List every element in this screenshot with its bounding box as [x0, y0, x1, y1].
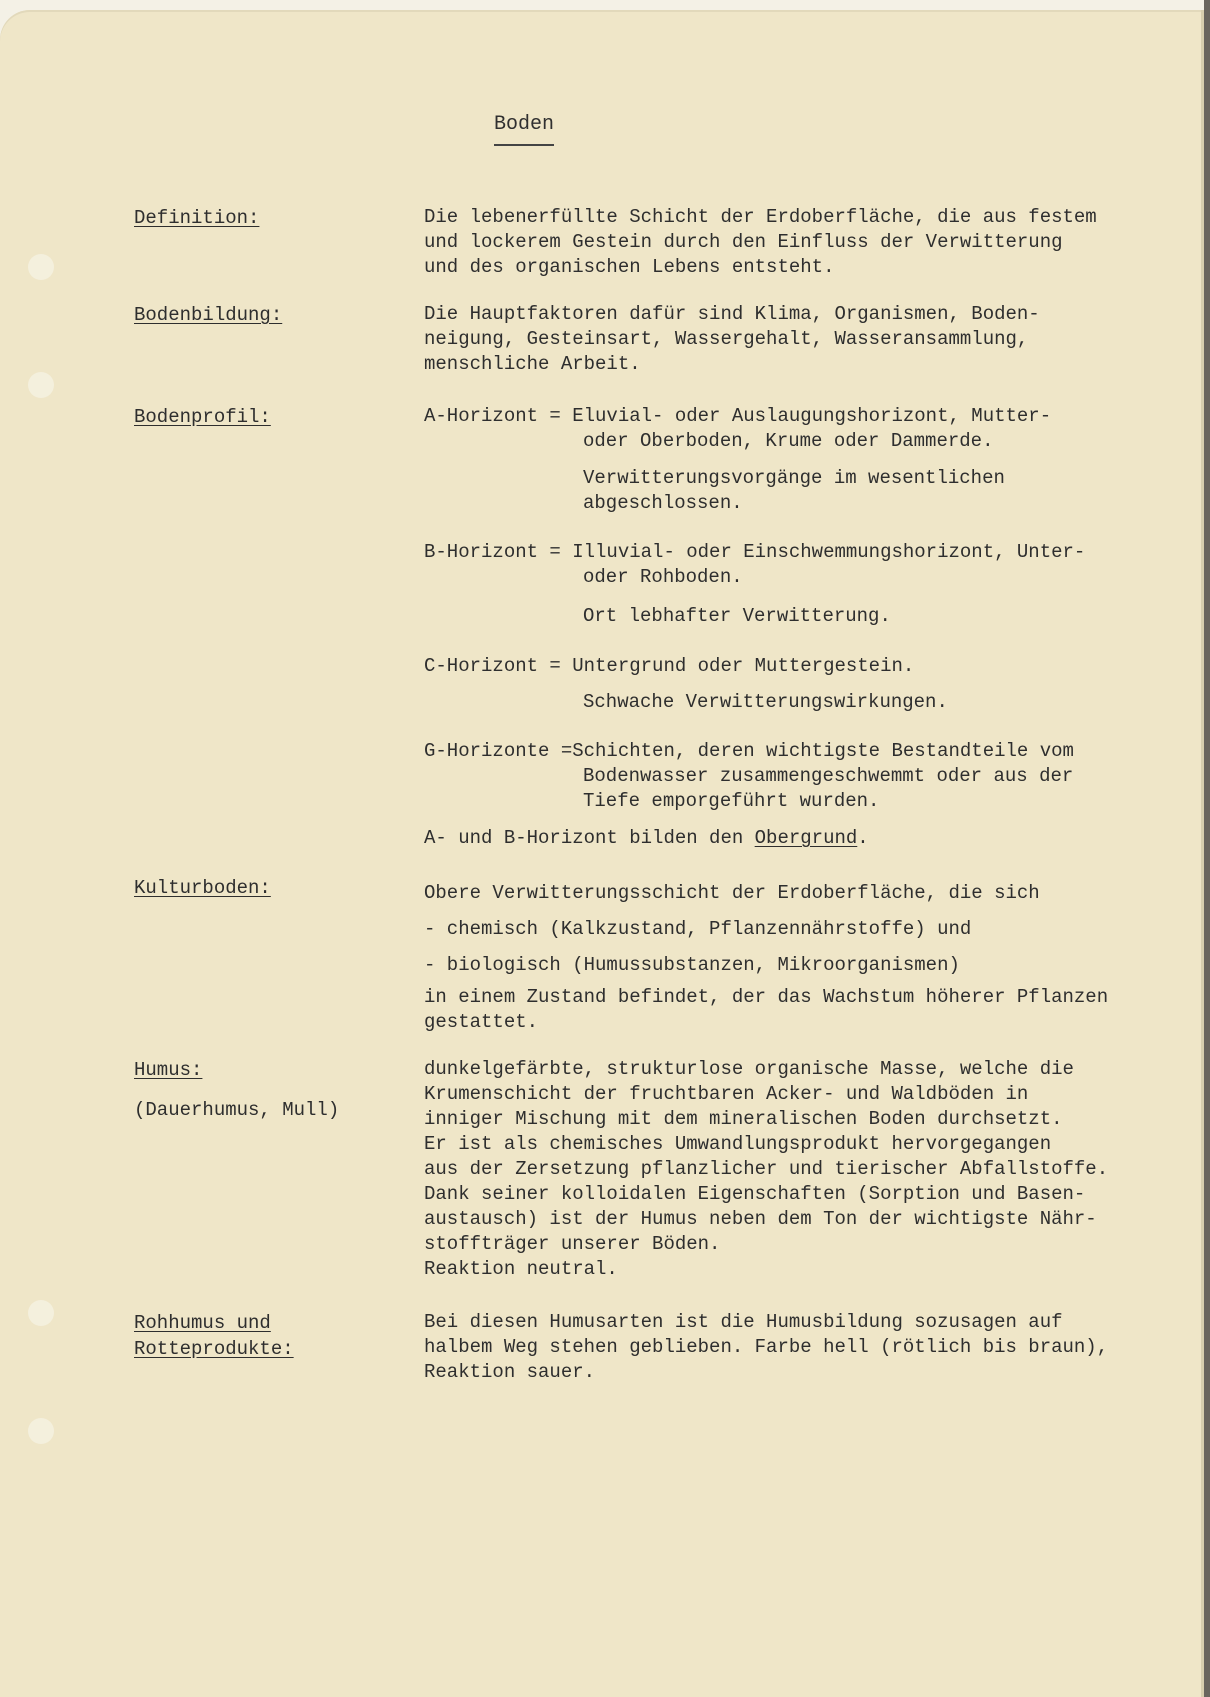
label-definition: Definition:: [134, 207, 260, 229]
punch-hole: [28, 254, 54, 280]
punch-hole: [28, 372, 54, 398]
page-title: Boden: [494, 113, 554, 146]
text-kulturboden-cont: in einem Zustand befindet, der das Wachstum höherer Pflanzen gestattet.: [424, 986, 1109, 1033]
text-c-horizont: C-Horizont = Untergrund oder Muttergestein.: [424, 655, 915, 677]
label-humus: Humus:: [134, 1059, 203, 1081]
text-c-horizont-note: Schwache Verwitterungswirkungen.: [583, 691, 948, 713]
label-kulturboden: Kulturboden:: [134, 877, 271, 899]
text-a-horizont-note: Verwitterungsvorgänge im wesentlichen abgeschlossen.: [583, 467, 1005, 514]
text-humus: dunkelgefärbte, strukturlose organische Masse, welche die Krumenschicht der fruchtbaren Acker- und Waldböden in inniger Mischung mit dem mineralischen Boden durchsetzt. Er ist als chemisches Umwandlungsprodukt hervorgegangen aus der Zersetzung pflanzlicher und tierischer Abfallstoffe. Dank seiner kolloidalen Eigenschaften (Sorption und Basen- austausch) ist der Humus neben dem Ton der wichtigste Nähr- stoffträger unserer Böden. Reaktion neutral.: [424, 1058, 1109, 1280]
text-obergrund-summary: A- und B-Horizont bilden den Obergrund.: [424, 827, 869, 849]
text-kulturboden: Obere Verwitterungsschicht der Erdoberfläche, die sich - chemisch (Kalkzustand, Pflanzennährstoffe) und - biologisch (Humussubstanzen, Mikroorganismen): [424, 882, 1040, 976]
text-definition: Die lebenerfüllte Schicht der Erdoberfläche, die aus festem und lockerem Gestein durch den Einfluss der Verwitterung und des organischen Lebens entsteht.: [424, 206, 1097, 278]
label-bodenprofil: Bodenprofil:: [134, 406, 271, 428]
label-rohhumus: Rohhumus und Rotteprodukte:: [134, 1312, 294, 1360]
text-bodenbildung: Die Hauptfaktoren dafür sind Klima, Organismen, Boden- neigung, Gesteinsart, Wassergehalt, Wasseransammlung, menschliche Arbeit.: [424, 303, 1040, 375]
text-g-horizonte: G-Horizonte =Schichten, deren wichtigste Bestandteile vom Bodenwasser zusammengeschwemmt oder aus der Tiefe emporgeführt wurden.: [424, 740, 1074, 812]
page-edge: [1204, 0, 1210, 1697]
punch-hole: [28, 1418, 54, 1444]
text-b-horizont: B-Horizont = Illuvial- oder Einschwemmungshorizont, Unter- oder Rohboden.: [424, 541, 1086, 588]
text-rohhumus: Bei diesen Humusarten ist die Humusbildung sozusagen auf halbem Weg stehen geblieben. Farbe hell (rötlich bis braun), Reaktion sauer.: [424, 1311, 1109, 1383]
label-bodenbildung: Bodenbildung:: [134, 304, 283, 326]
label-humus-sub: (Dauerhumus, Mull): [134, 1099, 340, 1121]
text-a-horizont: A-Horizont = Eluvial- oder Auslaugungshorizont, Mutter- oder Oberboden, Krume oder Dammerde.: [424, 405, 1052, 452]
punch-hole: [28, 1300, 54, 1326]
text-b-horizont-note: Ort lebhafter Verwitterung.: [583, 605, 891, 627]
